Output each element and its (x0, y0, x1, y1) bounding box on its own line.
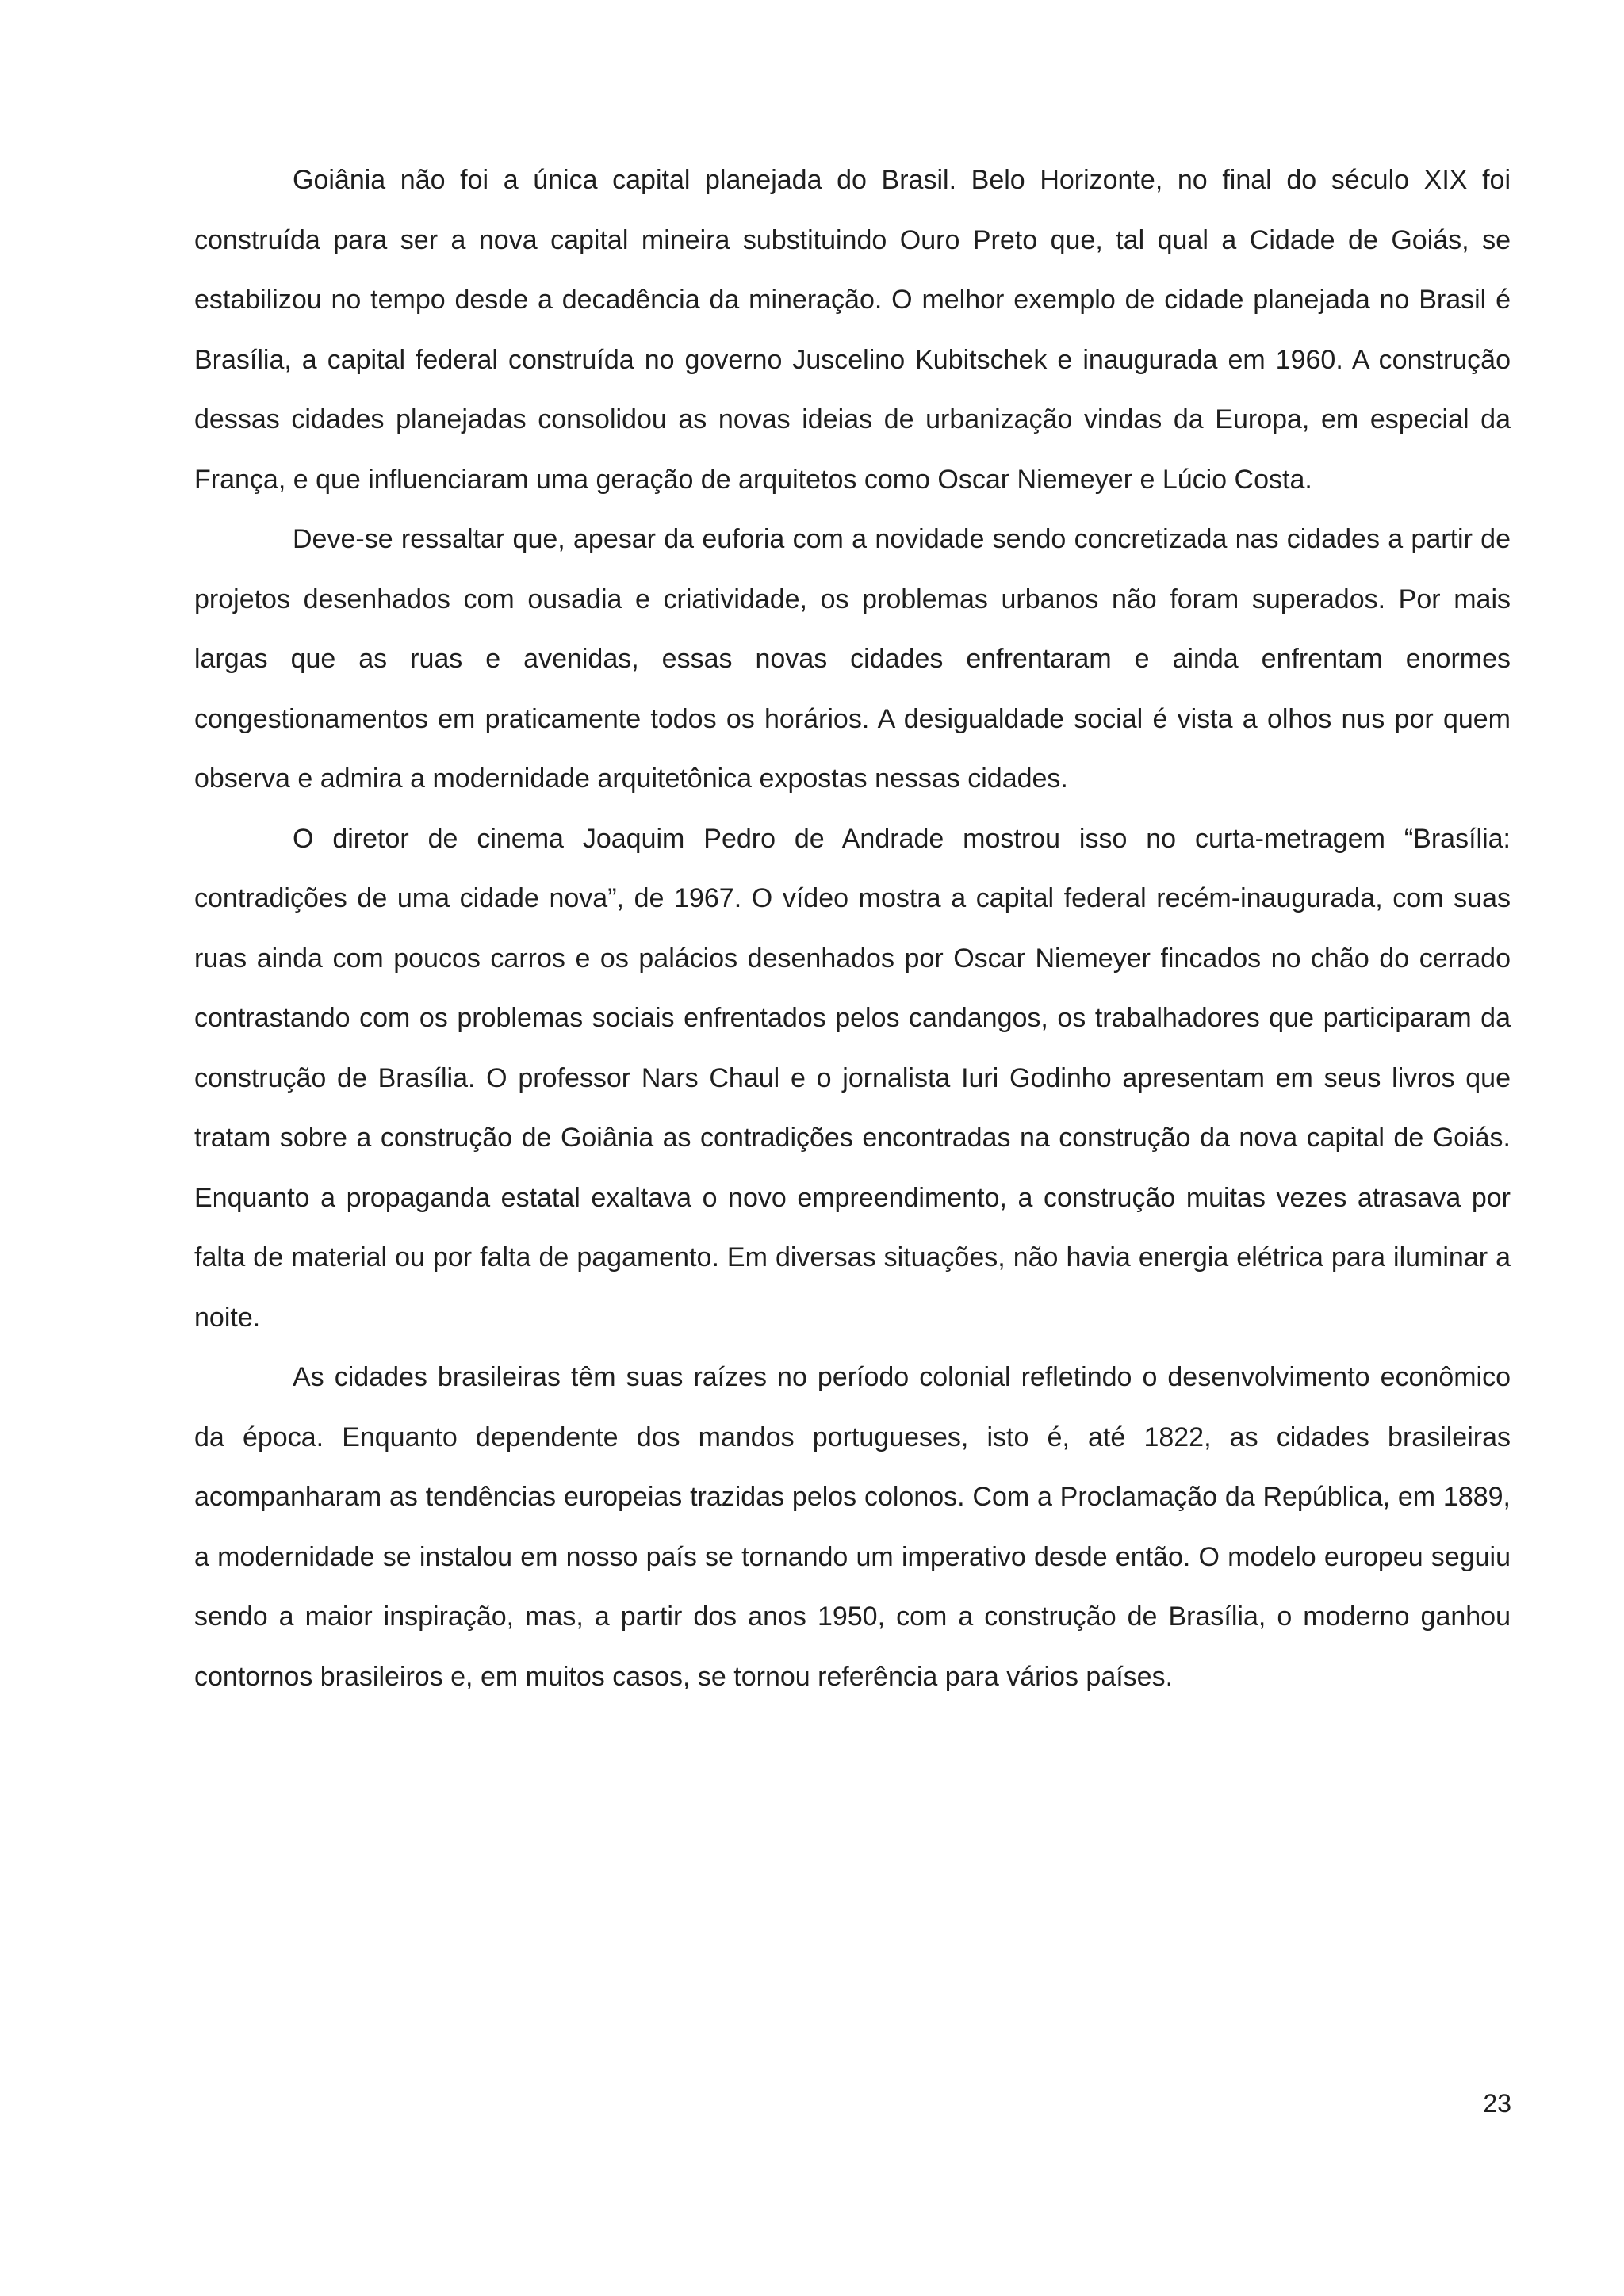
paragraph: Goiânia não foi a única capital planejada do Brasil. Belo Horizonte, no final do século XIX foi construída para ser a nova capital mineira substituindo Ouro Preto que, tal qual a Cidade de Goiás, se estabilizou no tempo desde a decadência da mineração. O melhor exemplo de cidade planejada no Brasil é Brasília, a capital federal construída no governo Juscelino Kubitschek e inaugurada em 1960. A construção dessas cidades planejadas consolidou as novas ideias de urbanização vindas da Europa, em especial da França, e que influenciaram uma geração de arquitetos como Oscar Niemeyer e Lúcio Costa. (194, 165, 1511, 495)
paragraph: O diretor de cinema Joaquim Pedro de Andrade mostrou isso no curta-metragem “Brasília: contradições de uma cidade nova”, de 1967. O vídeo mostra a capital federal recém-inaugurada, com suas ruas ainda com poucos carros e os palácios desenhados por Oscar Niemeyer fincados no chão do cerrado contrastando com os problemas sociais enfrentados pelos candangos, os trabalhadores que participaram da construção de Brasília. O professor Nars Chaul e o jornalista Iuri Godinho apresentam em seus livros que tratam sobre a construção de Goiânia as contradições encontradas na construção da nova capital de Goiás. Enquanto a propaganda estatal exaltava o novo empreendimento, a construção muitas vezes atrasava por falta de material ou por falta de pagamento. Em diversas situações, não havia energia elétrica para iluminar a noite. (194, 823, 1511, 1333)
page-number: 23 (1483, 2089, 1511, 2118)
paragraph: Deve-se ressaltar que, apesar da euforia com a novidade sendo concretizada nas cidades a partir de projetos desenhados com ousadia e criatividade, os problemas urbanos não foram superados. Por mais largas que as ruas e avenidas, essas novas cidades enfrentaram e ainda enfrentam enormes congestionamentos em praticamente todos os horários. A desigualdade social é vista a olhos nus por quem observa e admira a modernidade arquitetônica expostas nessas cidades. (194, 524, 1511, 794)
body-text (194, 151, 1511, 1707)
paragraph: As cidades brasileiras têm suas raízes no período colonial refletindo o desenvolvimento econômico da época. Enquanto dependente dos mandos portugueses, isto é, até 1822, as cidades brasileiras acompanharam as tendências europeias trazidas pelos colonos. Com a Proclamação da República, em 1889, a modernidade se instalou em nosso país se tornando um imperativo desde então. O modelo europeu seguiu sendo a maior inspiração, mas, a partir dos anos 1950, com a construção de Brasília, o moderno ganhou contornos brasileiros e, em muitos casos, se tornou referência para vários países. (194, 1362, 1511, 1692)
